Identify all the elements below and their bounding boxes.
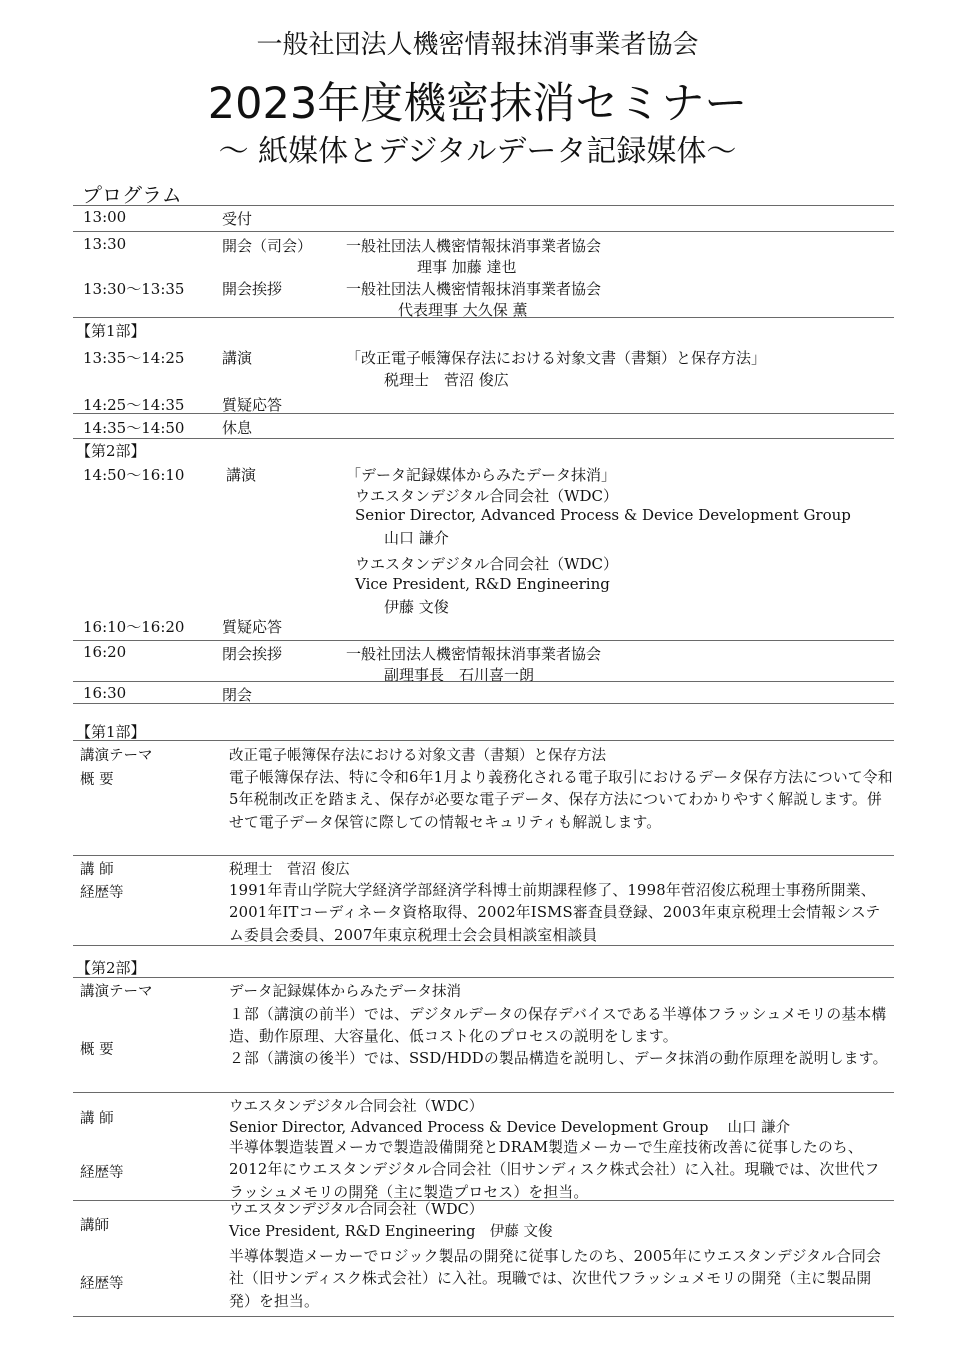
field-label: 概 要: [80, 1042, 114, 1058]
program-time: 14:25～14:35: [83, 396, 185, 414]
program-item: 休息: [222, 419, 253, 437]
field-label: 講演テーマ: [80, 748, 153, 764]
speaker-company: ウエスタンデジタル合同会社（WDC）: [229, 1202, 484, 1218]
divider: [73, 977, 894, 978]
divider: [73, 438, 894, 439]
section-label: 【第2部】: [76, 959, 146, 977]
program-detail: 税理士 菅沼 俊広: [384, 371, 509, 389]
program-item: 質疑応答: [222, 618, 283, 636]
program-detail: Vice President, R&D Engineering: [355, 575, 610, 593]
divider: [73, 205, 894, 206]
divider: [73, 640, 894, 641]
program-item: 講演: [222, 349, 253, 367]
program-detail: 「改正電子帳簿保存法における対象文書（書類）と保存方法」: [346, 349, 767, 367]
program-detail: Senior Director, Advanced Process & Device Development Group: [355, 506, 851, 524]
field-label: 概 要: [80, 772, 114, 788]
program-detail: ウエスタンデジタル合同会社（WDC）: [355, 487, 619, 505]
program-time: 14:35～14:50: [83, 419, 185, 437]
program-time: 13:00: [83, 208, 127, 226]
divider: [73, 231, 894, 232]
program-item: 閉会: [222, 686, 253, 704]
program-detail: 一般社団法人機密情報抹消事業者協会: [346, 645, 602, 663]
lecture-summary: 電子帳簿保存法、特に令和6年1月より義務化される電子取引におけるデータ保存方法について令和5年税制改正を踏まえ、保存が必要な電子データ、保存方法についてわかりやすく解説します。併せて電子データ保管に際しての情報セキュリティも解説します。: [229, 769, 893, 831]
program-detail: ウエスタンデジタル合同会社（WDC）: [355, 555, 619, 573]
divider: [73, 413, 894, 414]
speaker-career: 半導体製造メーカーでロジック製品の開発に従事したのち、2005年にウエスタンデジタル合同会社（旧サンディスク株式会社）に入社。現職では、次世代フラッシュメモリの開発（主に製品開発）を担当。: [229, 1248, 882, 1310]
program-detail: 副理事長 石川喜一朗: [384, 666, 535, 684]
program-item: 閉会挨拶: [222, 645, 283, 663]
program-time: 13:30～13:35: [83, 280, 185, 298]
program-detail: 伊藤 文俊: [384, 598, 449, 616]
organization-name: 一般社団法人機密情報抹消事業者協会: [256, 30, 699, 60]
program-detail: 代表理事 大久保 薫: [398, 301, 528, 319]
lecture-theme: 改正電子帳簿保存法における対象文書（書類）と保存方法: [229, 748, 606, 764]
section-label: 【第1部】: [76, 723, 146, 741]
program-time: 13:30: [83, 235, 127, 253]
program-detail: 一般社団法人機密情報抹消事業者協会: [346, 237, 602, 255]
page-title: 2023年度機密抹消セミナー: [207, 79, 748, 129]
divider: [73, 1092, 894, 1093]
divider: [73, 681, 894, 682]
section-label: 【第1部】: [76, 322, 146, 340]
lecture-summary: １部（講演の前半）では、デジタルデータの保存デバイスである半導体フラッシュメモリの基本構造、動作原理、大容量化、低コスト化のプロセスの説明をします。: [229, 1006, 887, 1046]
field-label: 経歴等: [80, 1276, 124, 1292]
speaker-title: Vice President, R&D Engineering 伊藤 文俊: [229, 1224, 553, 1240]
field-label: 講 師: [80, 862, 114, 878]
program-time: 16:20: [83, 643, 127, 661]
program-detail: 山口 謙介: [384, 529, 449, 547]
divider: [73, 317, 894, 318]
field-label: 経歴等: [80, 1165, 124, 1181]
field-label: 講演テーマ: [80, 984, 153, 1000]
field-label: 講師: [80, 1218, 109, 1234]
program-detail: 「データ記録媒体からみたデータ抹消」: [346, 466, 617, 484]
program-item: 開会挨拶: [222, 280, 283, 298]
divider: [73, 740, 894, 741]
lecture-summary: ２部（講演の後半）では、SSD/HDDの製品構造を説明し、データ抹消の動作原理を説明します。: [229, 1050, 888, 1067]
speaker-career: 半導体製造装置メーカで製造設備開発とDRAM製造メーカーで生産技術改善に従事したのち、2012年にウエスタンデジタル合同会社（旧サンディスク株式会社）に入社。現職では、次世代フラッシュメモリの開発（主に製造プロセス）を担当。: [229, 1139, 880, 1201]
program-item: 開会（司会）: [222, 237, 313, 255]
divider: [73, 855, 894, 856]
program-item: 質疑応答: [222, 396, 283, 414]
speaker-name: 税理士 菅沼 俊広: [229, 862, 350, 878]
page-subtitle: ～ 紙媒体とデジタルデータ記録媒体～: [218, 134, 737, 169]
divider: [73, 945, 894, 946]
divider: [73, 1316, 894, 1317]
program-heading: プログラム: [82, 183, 182, 207]
field-label: 経歴等: [80, 885, 124, 901]
program-detail: 理事 加藤 達也: [417, 258, 517, 276]
section-label: 【第2部】: [76, 442, 146, 460]
field-label: 講 師: [80, 1111, 114, 1127]
speaker-company: ウエスタンデジタル合同会社（WDC）: [229, 1099, 484, 1115]
program-item: 講演: [226, 466, 257, 484]
speaker-career: 1991年青山学院大学経済学部経済学科博士前期課程修了、1998年菅沼俊広税理士事務所開業、2001年ITコーディネータ資格取得、2002年ISMS審査員登録、2003年東京税理士会情報システム委員会委員、2007年東京税理士会会員相談室相談員: [229, 882, 881, 944]
program-item: 受付: [222, 210, 253, 228]
program-time: 13:35～14:25: [83, 349, 185, 367]
divider: [73, 703, 894, 704]
program-time: 14:50～16:10: [83, 466, 185, 484]
divider: [73, 1200, 894, 1201]
program-time: 16:10～16:20: [83, 618, 185, 636]
program-detail: 一般社団法人機密情報抹消事業者協会: [346, 280, 602, 298]
speaker-title: Senior Director, Advanced Process & Device Development Group 山口 謙介: [229, 1120, 791, 1136]
program-time: 16:30: [83, 684, 127, 702]
lecture-theme: データ記録媒体からみたデータ抹消: [229, 984, 461, 1000]
